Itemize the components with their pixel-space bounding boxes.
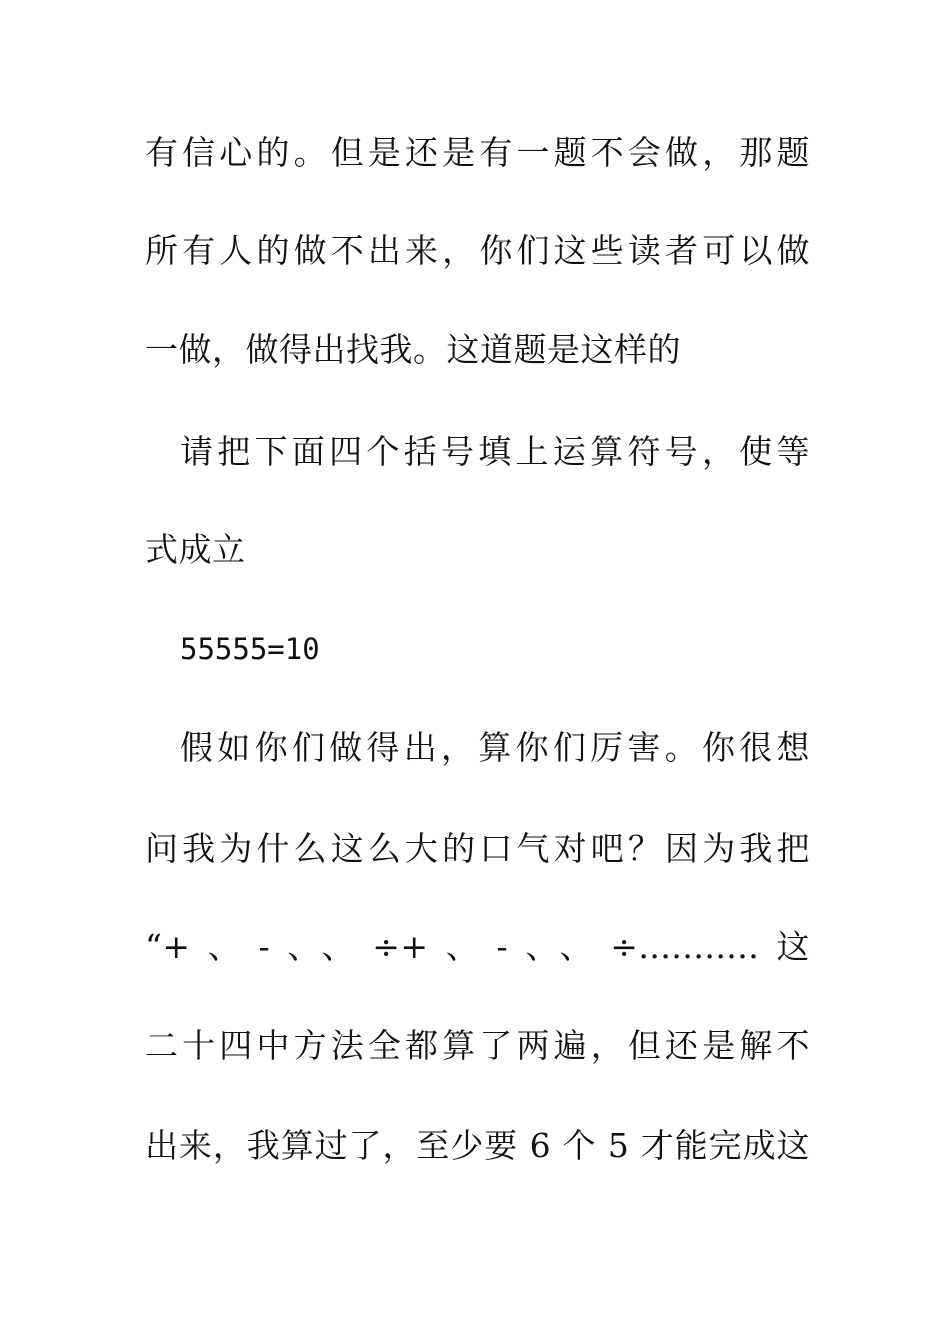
text-line-1: 有信心的。但是还是有一题不会做，那题 bbox=[145, 133, 810, 172]
text-line-11: 出来，我算过了，至少要 6 个 5 才能完成这 bbox=[145, 1126, 810, 1165]
text-line-8: 问我为什么这么大的口气对吧？因为我把 bbox=[145, 829, 810, 868]
text-line-4: 请把下面四个括号填上运算符号，使等 bbox=[180, 432, 810, 471]
text-line-7: 假如你们做得出，算你们厉害。你很想 bbox=[180, 728, 810, 767]
text-line-3: 一做，做得出找我。这道题是这样的 bbox=[145, 330, 681, 369]
text-line-5: 式成立 bbox=[145, 530, 246, 569]
equation-line: 55555=10 bbox=[180, 632, 320, 666]
text-line-10: 二十四中方法全都算了两遍，但还是解不 bbox=[145, 1026, 810, 1065]
text-line-9: “+、-、、÷+、-、、÷...........这 bbox=[145, 927, 810, 966]
text-line-2: 所有人的做不出来，你们这些读者可以做 bbox=[145, 231, 810, 270]
